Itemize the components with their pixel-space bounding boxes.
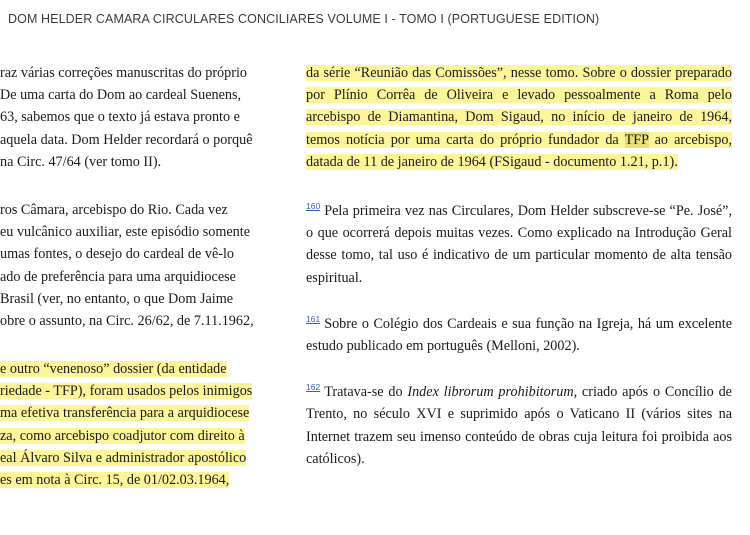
left-text-line <box>0 469 272 491</box>
left-line-text: ma efetiva transferência para a arquidiocese <box>0 405 250 422</box>
left-text-line <box>0 62 272 84</box>
left-text-line <box>0 221 272 243</box>
left-line-text: na Circ. 47/64 (ver tomo II). <box>0 153 162 170</box>
left-block-3-highlighted <box>0 358 272 491</box>
left-text-line <box>0 266 272 288</box>
left-block-2 <box>0 199 272 332</box>
left-text-line <box>0 151 272 173</box>
left-line-text: Brasil (ver, no entanto, o que Dom Jaime <box>0 290 234 307</box>
footnote-162-link[interactable]: 162 <box>306 382 321 393</box>
footnote-162 <box>306 376 732 470</box>
footnote-161-link[interactable]: 161 <box>306 313 321 324</box>
left-line-text: umas fontes, o desejo do cardeal de vê-lo <box>0 246 235 263</box>
left-text-line <box>0 425 272 447</box>
para1-text-a: da série “Reunião das Comissões”, nesse tomo. Sobre o dossier preparado por Plínio Corrêa de Oliveira e levado pessoalmente a Roma pelo arcebispo de Diamantina, Dom Sigaud, no início de janeiro de 1964, temos notícia por uma carta do próprio fundador da <box>306 65 732 148</box>
left-line-text: 63, sabemos que o texto já estava pronto e <box>0 109 240 126</box>
footnote-161 <box>306 308 732 357</box>
left-line-text: raz várias correções manuscritas do próprio <box>0 65 247 81</box>
left-text-line <box>0 84 272 106</box>
footnote-160-text: Pela primeira vez nas Circulares, Dom Helder subscreve-se “Pe. José”, o que ocorrerá depois muitas vezes. Como explicado na Introdução Geral desse tomo, tal uso é indicativo de um particular momento de alta tensão espiritual. <box>306 203 732 286</box>
left-text-line <box>0 402 272 424</box>
left-text-line <box>0 199 272 221</box>
book-title-header: DOM HELDER CAMARA CIRCULARES CONCILIARES VOLUME I - TOMO I (PORTUGUESE EDITION) <box>8 12 600 26</box>
right-column <box>306 62 732 470</box>
left-text-line <box>0 106 272 128</box>
highlighted-text <box>306 65 732 170</box>
left-column <box>0 62 272 491</box>
left-line-text: eal Álvaro Silva e administrador apostólico <box>0 449 247 466</box>
left-line-text: De uma carta do Dom ao cardeal Suenens, <box>0 87 242 104</box>
para1-text-b: ao arcebispo, datada de 11 de janeiro de 1964 (FSigaud - documento 1.21, p.1). <box>306 131 732 170</box>
left-line-text: eu vulcânico auxiliar, este episódio somente <box>0 224 250 241</box>
footnote-162-text-b: , criado após o Concílio de Trento, no século XVI e suprimido após o Vaticano II (vários sites na Internet trazem seu imenso conteúdo de obras cuja leitura foi proibida aos católicos). <box>306 384 732 467</box>
left-block-1 <box>0 62 272 173</box>
index-title-italic: Index librorum prohibitorum <box>407 384 574 401</box>
left-line-text: za, como arcebispo coadjutor com direito à <box>0 427 245 444</box>
footnote-161-text: Sobre o Colégio dos Cardeais e sua função na Igreja, há um excelente estudo publicado em português (Melloni, 2002). <box>306 315 732 355</box>
left-line-text: e outro “venenoso” dossier (da entidade <box>0 361 227 378</box>
left-text-line <box>0 310 272 332</box>
footnote-160 <box>306 195 732 289</box>
left-line-text: es em nota à Circ. 15, de 01/02.03.1964, <box>0 472 230 488</box>
left-line-text: ros Câmara, arcebispo do Rio. Cada vez <box>0 201 228 218</box>
left-text-line <box>0 129 272 151</box>
tfp-highlight: TFP <box>624 131 649 148</box>
left-text-line <box>0 447 272 469</box>
footnote-162-text-a: Tratava-se do <box>324 384 408 401</box>
left-text-line <box>0 380 272 402</box>
left-text-line <box>0 288 272 310</box>
left-text-line <box>0 358 272 380</box>
footnote-160-link[interactable]: 160 <box>306 201 321 212</box>
left-text-line <box>0 243 272 265</box>
continued-paragraph <box>306 62 732 173</box>
left-line-text: obre o assunto, na Circ. 26/62, de 7.11.1962, <box>0 312 254 329</box>
left-line-text: ado de preferência para uma arquidiocese <box>0 268 236 285</box>
left-line-text: aquela data. Dom Helder recordará o porquê <box>0 131 253 148</box>
left-line-text: riedade - TFP), foram usados pelos inimigos <box>0 383 253 400</box>
